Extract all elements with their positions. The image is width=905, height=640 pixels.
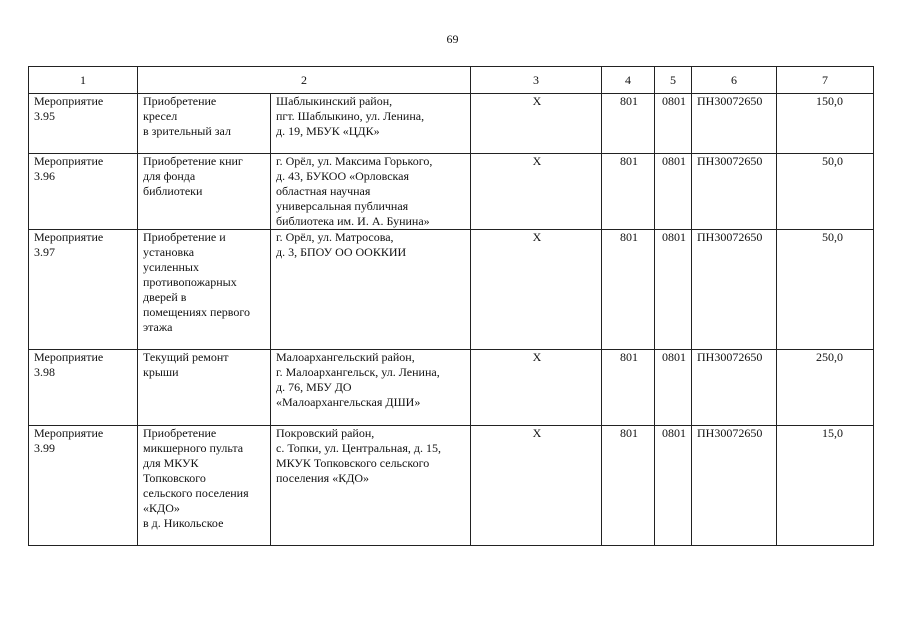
- col5-cell: 0801: [655, 94, 692, 154]
- code-cell: ПН30072650: [692, 154, 777, 230]
- col3-cell: Х: [471, 230, 602, 350]
- amount-cell: 15,0: [777, 426, 874, 546]
- event-name-cell-line: Текущий ремонт: [143, 350, 229, 364]
- col4-cell: 801: [602, 230, 655, 350]
- event-name-cell-line: в д. Никольское: [143, 516, 224, 530]
- event-name-cell-line: микшерного пульта: [143, 441, 244, 455]
- address-cell: [271, 426, 471, 546]
- event-name-cell-line: Приобретение книг: [143, 154, 243, 168]
- event-cell-line: Мероприятие: [34, 230, 104, 244]
- address-cell-line: д. 76, МБУ ДО: [276, 380, 352, 394]
- event-name-cell-line: крыши: [143, 365, 179, 379]
- event-name-cell-line: дверей в: [143, 290, 187, 304]
- col5-cell: 0801: [655, 154, 692, 230]
- event-name-cell-line: установка: [143, 245, 195, 259]
- column-header-4: 4: [602, 67, 655, 94]
- event-name-cell-line: для фонда: [143, 169, 196, 183]
- event-cell: [29, 154, 138, 230]
- table-row: [29, 154, 874, 230]
- col5-cell: 0801: [655, 426, 692, 546]
- event-cell-line: Мероприятие: [34, 94, 104, 108]
- event-cell-line: Мероприятие: [34, 154, 104, 168]
- event-cell: [29, 94, 138, 154]
- event-cell-line: 3.97: [34, 245, 55, 259]
- event-name-cell-line: этажа: [143, 320, 173, 334]
- event-name-cell-line: Приобретение: [143, 94, 217, 108]
- event-cell: [29, 350, 138, 426]
- col5-cell: 0801: [655, 230, 692, 350]
- table-row: [29, 426, 874, 546]
- address-cell-line: областная научная: [276, 184, 371, 198]
- address-cell: [271, 230, 471, 350]
- address-cell-line: «Малоархангельская ДШИ»: [276, 395, 421, 409]
- col3-cell: Х: [471, 350, 602, 426]
- col4-cell: 801: [602, 350, 655, 426]
- col3-cell: Х: [471, 94, 602, 154]
- col5-cell: 0801: [655, 350, 692, 426]
- address-cell: [271, 94, 471, 154]
- page-number: 69: [446, 32, 459, 46]
- address-cell-line: г. Малоархангельск, ул. Ленина,: [276, 365, 440, 379]
- event-name-cell: [138, 230, 271, 350]
- amount-cell: 50,0: [777, 154, 874, 230]
- code-cell: ПН30072650: [692, 94, 777, 154]
- event-name-cell-line: сельского поселения: [143, 486, 249, 500]
- address-cell-line: д. 3, БПОУ ОО ООККИИ: [276, 245, 407, 259]
- address-cell-line: Шаблыкинский район,: [276, 94, 393, 108]
- col4-cell: 801: [602, 154, 655, 230]
- address-cell-line: г. Орёл, ул. Максима Горького,: [276, 154, 433, 168]
- event-name-cell-line: «КДО»: [143, 501, 180, 515]
- table-row: [29, 350, 874, 426]
- event-cell-line: Мероприятие: [34, 426, 104, 440]
- header-row: [29, 67, 874, 94]
- event-cell: [29, 426, 138, 546]
- address-cell-line: универсальная публичная: [276, 199, 409, 213]
- amount-cell: 250,0: [777, 350, 874, 426]
- event-name-cell: [138, 426, 271, 546]
- event-name-cell: [138, 94, 271, 154]
- table-row: [29, 94, 874, 154]
- col4-cell: 801: [602, 426, 655, 546]
- address-cell: [271, 154, 471, 230]
- address-cell-line: Покровский район,: [276, 426, 375, 440]
- column-header-6: 6: [692, 67, 777, 94]
- address-cell-line: поселения «КДО»: [276, 471, 370, 485]
- col4-cell: 801: [602, 94, 655, 154]
- address-cell-line: г. Орёл, ул. Матросова,: [276, 230, 394, 244]
- event-name-cell: [138, 350, 271, 426]
- address-cell-line: Малоархангельский район,: [276, 350, 415, 364]
- address-cell-line: д. 43, БУКОО «Орловская: [276, 169, 410, 183]
- column-header-1: 1: [29, 67, 138, 94]
- event-name-cell-line: противопожарных: [143, 275, 237, 289]
- event-cell-line: 3.98: [34, 365, 55, 379]
- event-name-cell-line: в зрительный зал: [143, 124, 231, 138]
- table-row: [29, 230, 874, 350]
- event-cell-line: 3.96: [34, 169, 55, 183]
- event-name-cell-line: помещениях первого: [143, 305, 250, 319]
- event-name-cell-line: Топковского: [143, 471, 206, 485]
- address-cell-line: пгт. Шаблыкино, ул. Ленина,: [276, 109, 425, 123]
- event-cell-line: Мероприятие: [34, 350, 104, 364]
- budget-table: [28, 66, 874, 546]
- code-cell: ПН30072650: [692, 350, 777, 426]
- column-header-5: 5: [655, 67, 692, 94]
- event-name-cell-line: усиленных: [143, 260, 199, 274]
- event-cell-line: 3.99: [34, 441, 55, 455]
- code-cell: ПН30072650: [692, 426, 777, 546]
- address-cell-line: д. 19, МБУК «ЦДК»: [276, 124, 380, 138]
- amount-cell: 50,0: [777, 230, 874, 350]
- event-name-cell-line: библиотеки: [143, 184, 203, 198]
- col3-cell: Х: [471, 426, 602, 546]
- event-name-cell-line: кресел: [143, 109, 178, 123]
- address-cell-line: с. Топки, ул. Центральная, д. 15,: [276, 441, 441, 455]
- address-cell-line: библиотека им. И. А. Бунина»: [276, 214, 430, 228]
- address-cell: [271, 350, 471, 426]
- column-header-2: 2: [138, 67, 471, 94]
- column-header-3: 3: [471, 67, 602, 94]
- event-name-cell-line: Приобретение: [143, 426, 217, 440]
- event-cell-line: 3.95: [34, 109, 55, 123]
- col3-cell: Х: [471, 154, 602, 230]
- event-name-cell-line: для МКУК: [143, 456, 199, 470]
- event-name-cell: [138, 154, 271, 230]
- address-cell-line: МКУК Топковского сельского: [276, 456, 430, 470]
- event-name-cell-line: Приобретение и: [143, 230, 226, 244]
- amount-cell: 150,0: [777, 94, 874, 154]
- code-cell: ПН30072650: [692, 230, 777, 350]
- event-cell: [29, 230, 138, 350]
- column-header-7: 7: [777, 67, 874, 94]
